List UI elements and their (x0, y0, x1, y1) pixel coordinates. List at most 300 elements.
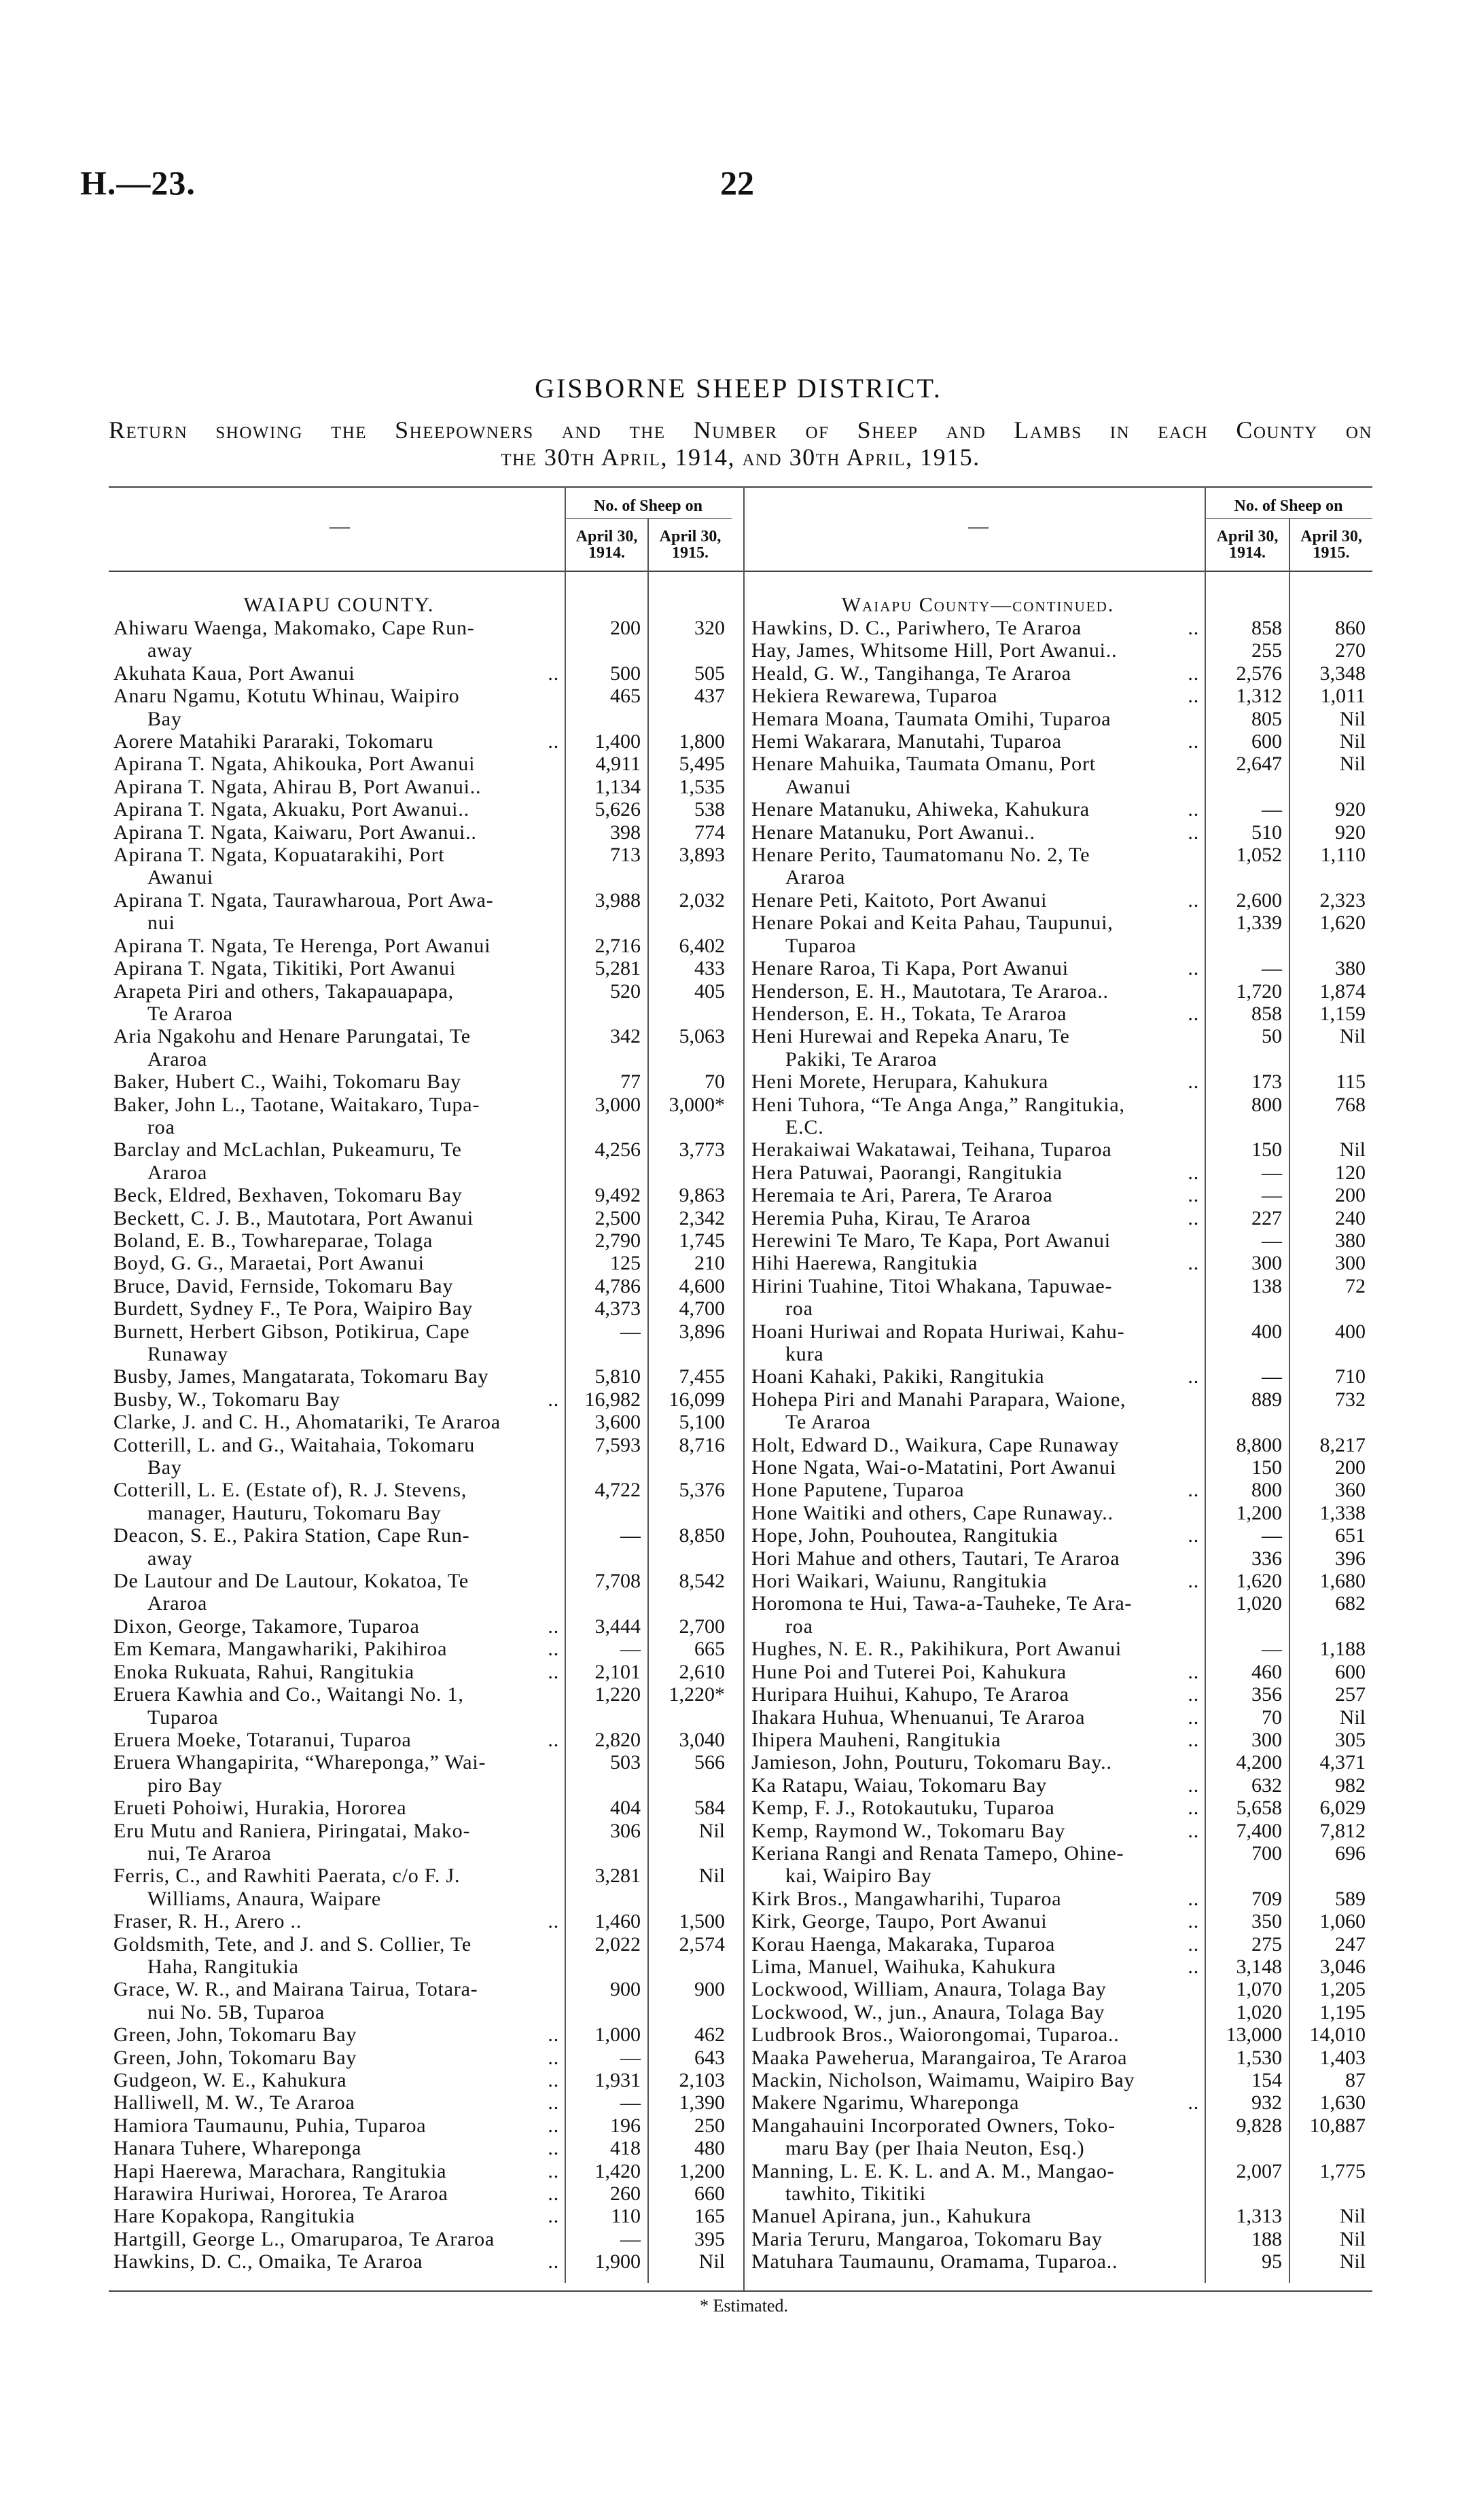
dot-leader: .. (548, 1615, 559, 1638)
table-row (113, 935, 732, 957)
sheep-count-1915: 982 (1335, 1774, 1366, 1797)
sheep-count-1915: 120 (1335, 1161, 1366, 1184)
right-table-column (751, 594, 1372, 2273)
owner-description (113, 1252, 565, 1274)
table-row (751, 1275, 1372, 1320)
sheep-count-1915: 1,630 (1319, 2091, 1366, 2114)
table-row (751, 1320, 1372, 1366)
sheep-count-1915: 3,773 (679, 1138, 725, 1162)
owner-description (751, 2114, 1205, 2160)
table-row (751, 1706, 1372, 1729)
owner-description (751, 1797, 1205, 1819)
sheep-count-1914: 3,988 (594, 888, 641, 912)
sheep-count-1914: 503 (610, 1751, 641, 1774)
table-row (113, 2047, 732, 2069)
sheep-count-1914: — (1262, 1184, 1282, 1207)
owner-name: Hekiera Rewarewa, Tuparoa (751, 685, 998, 708)
owner-name: Ihakara Huhua, Whenuanui, Te Araroa (751, 1706, 1086, 1729)
owner-description (751, 844, 1205, 889)
owner-name: Hone Ngata, Wai-o-Matatini, Port Awanui (751, 1456, 1117, 1479)
sheep-count-1915: Nil (1339, 730, 1366, 753)
sheep-count-1914: 1,620 (1236, 1570, 1282, 1593)
owner-description (113, 1978, 565, 2023)
sheep-count-1915: 10,887 (1309, 2114, 1366, 2137)
right-desc-header: — (968, 515, 989, 537)
table-row (113, 2182, 732, 2205)
owner-description (751, 2023, 1205, 2046)
sheep-count-1914: 1,530 (1236, 2046, 1282, 2069)
sheep-count-1914: 154 (1251, 2069, 1282, 2091)
sheep-count-1914: 5,281 (594, 957, 641, 980)
sheep-count-1914: 70 (1262, 1706, 1282, 1729)
sheep-count-1914: 3,600 (594, 1411, 641, 1434)
owner-name: Hihi Haerewa, Rangitukia (751, 1252, 978, 1275)
table-row (751, 1797, 1372, 1819)
dot-leader: .. (1188, 798, 1199, 821)
table-row (751, 821, 1372, 844)
sheep-count-1914: 8,800 (1236, 1433, 1282, 1456)
owner-name: Manning, L. E. K. L. and A. M., Mangao- tawhito, Tikitiki (751, 2159, 1115, 2206)
sheep-count-1915: 2,323 (1319, 888, 1366, 912)
owner-description (751, 1661, 1205, 1683)
dot-leader: .. (1188, 1932, 1199, 1956)
sheep-count-1915: 320 (694, 617, 725, 639)
owner-name: Bruce, David, Fernside, Tokomaru Bay (113, 1274, 454, 1297)
owner-description (751, 1638, 1205, 1660)
owner-name: Hay, James, Whitsome Hill, Port Awanui.. (751, 639, 1118, 662)
owner-description (113, 1570, 565, 1615)
sheep-count-1915: 651 (1335, 1524, 1366, 1547)
owner-description (751, 2001, 1205, 2023)
sheep-count-1914: 1,200 (1236, 1501, 1282, 1524)
table-row (113, 1615, 732, 1638)
owner-name: Gudgeon, W. E., Kahukura (113, 2069, 347, 2091)
sheep-count-1914: 709 (1251, 1887, 1282, 1910)
owner-description (751, 730, 1205, 753)
sheep-count-1914: 900 (610, 1978, 641, 2001)
sheep-count-1915: 1,205 (1319, 1978, 1366, 2001)
sheep-count-1914: 13,000 (1226, 2023, 1282, 2047)
table-row (751, 1479, 1372, 1501)
table-row (113, 1365, 732, 1388)
table-row (751, 1570, 1372, 1592)
owner-description (751, 821, 1205, 844)
sheep-count-1914: 306 (610, 1819, 641, 1842)
owner-description (113, 2023, 565, 2046)
owner-description (751, 980, 1205, 1003)
table-row (113, 1094, 732, 1139)
owner-description (751, 1456, 1205, 1479)
dot-leader: .. (1188, 1206, 1199, 1229)
table-row (113, 2250, 732, 2273)
dot-leader: .. (548, 1638, 559, 1661)
sheep-count-1914: 4,722 (594, 1479, 641, 1502)
subtitle-line-1: Return showing the Sheepowners and the Number of Sheep and Lambs in each County on (109, 416, 1372, 444)
owner-name: Em Kemara, Mangawhariki, Pakihiroa (113, 1638, 448, 1661)
dot-leader: .. (548, 2137, 559, 2160)
sheep-count-1915: 3,000* (669, 1093, 725, 1116)
table-row (751, 2250, 1372, 2273)
sheep-count-1914: 2,500 (594, 1206, 641, 1229)
sheep-count-1914: 1,339 (1236, 912, 1282, 935)
sheep-count-1914: 700 (1251, 1841, 1282, 1865)
left-col2-header: April 30, 1915. (659, 528, 722, 562)
owner-description (751, 1502, 1205, 1524)
table-row (751, 730, 1372, 753)
owner-name: Barclay and McLachlan, Pukeamuru, Te Araroa (113, 1138, 462, 1184)
sheep-count-1914: 1,134 (594, 775, 641, 798)
dot-leader: .. (548, 730, 559, 753)
table-row (113, 980, 732, 1026)
table-row (751, 1388, 1372, 1434)
sheep-count-1915: Nil (1339, 1706, 1366, 1729)
table-row (751, 912, 1372, 957)
sheep-count-1914: 2,790 (594, 1229, 641, 1252)
sheep-count-1914: 1,052 (1236, 844, 1282, 867)
owner-description (113, 2182, 565, 2205)
owner-description (751, 1388, 1205, 1434)
table-row (751, 1252, 1372, 1274)
sheep-count-1915: 584 (694, 1797, 725, 1820)
sheep-count-1914: 713 (610, 844, 641, 867)
table-row (751, 1978, 1372, 2000)
table-row (113, 1229, 732, 1252)
table-row (113, 1479, 732, 1524)
sheep-count-1915: 1,800 (679, 730, 725, 753)
sheep-count-1914: 196 (610, 2114, 641, 2137)
table-row (751, 2114, 1372, 2160)
sheep-count-1915: 1,775 (1319, 2159, 1366, 2182)
sheep-count-1914: 2,101 (594, 1660, 641, 1683)
dot-leader: .. (1188, 1479, 1199, 1502)
dot-leader: .. (548, 2205, 559, 2228)
owner-description (751, 889, 1205, 912)
sheep-count-1914: 404 (610, 1797, 641, 1820)
owner-name: Burnett, Herbert Gibson, Potikirua, Cape Runaway (113, 1320, 470, 1365)
dot-leader: .. (1188, 1002, 1199, 1025)
table-row (751, 1025, 1372, 1070)
sheep-count-1914: — (620, 2091, 641, 2114)
owner-name: Aorere Matahiki Pararaki, Tokomaru (113, 730, 434, 753)
sheep-count-1915: 247 (1335, 1932, 1366, 1956)
right-group-header: No. of Sheep on (1234, 497, 1343, 515)
owner-name: Apirana T. Ngata, Tikitiki, Port Awanui (113, 957, 456, 980)
table-row (113, 1138, 732, 1184)
owner-description (113, 1933, 565, 1979)
table-row (751, 1933, 1372, 1956)
table-row (113, 1207, 732, 1229)
sheep-count-1915: 2,103 (679, 2069, 725, 2091)
sheep-count-1914: 3,148 (1236, 1955, 1282, 1978)
right-col1-header: April 30, 1914. (1216, 528, 1279, 562)
table-row (113, 1570, 732, 1615)
owner-name: Eruera Moeke, Totaranui, Tuparoa (113, 1728, 412, 1751)
owner-description (751, 1524, 1205, 1547)
sheep-count-1914: 1,020 (1236, 2000, 1282, 2023)
table-row (751, 639, 1372, 662)
owner-name: Huripara Huihui, Kahupo, Te Araroa (751, 1683, 1069, 1706)
table-row (751, 617, 1372, 639)
table-row (113, 1638, 732, 1660)
owner-description (751, 1365, 1205, 1388)
sheep-count-1914: 889 (1251, 1388, 1282, 1411)
dot-leader: .. (1188, 1706, 1199, 1729)
sheep-count-1915: 396 (1335, 1547, 1366, 1570)
owner-name: Apirana T. Ngata, Akuaku, Port Awanui.. (113, 798, 469, 821)
document-reference: H.—23. (80, 164, 196, 202)
table-row (113, 1411, 732, 1433)
owner-name: Eruera Kawhia and Co., Waitangi No. 1, Tuparoa (113, 1683, 464, 1729)
owner-description (113, 685, 565, 730)
dot-leader: .. (1188, 1070, 1199, 1094)
sheep-count-1914: 336 (1251, 1547, 1282, 1570)
left-group-header: No. of Sheep on (593, 497, 703, 515)
left-rows (113, 617, 732, 2273)
owner-description (113, 1094, 565, 1139)
sheep-count-1914: 3,000 (594, 1093, 641, 1116)
table-row (113, 1978, 732, 2023)
dot-leader: .. (548, 662, 559, 685)
sheep-count-1914: 5,810 (594, 1365, 641, 1388)
sheep-count-1914: 858 (1251, 617, 1282, 639)
owner-description (751, 639, 1205, 662)
table-row (113, 889, 732, 935)
footnote: * Estimated. (700, 2296, 788, 2316)
sheep-count-1914: 1,000 (594, 2023, 641, 2047)
sheep-count-1915: 305 (1335, 1728, 1366, 1751)
sheep-count-1914: — (1262, 1229, 1282, 1252)
owner-description (113, 1184, 565, 1206)
owner-description (113, 1820, 565, 1865)
table-row (751, 1592, 1372, 1638)
sheep-count-1914: 932 (1251, 2091, 1282, 2114)
owner-name: Beck, Eldred, Bexhaven, Tokomaru Bay (113, 1184, 463, 1207)
owner-name: Heald, G. W., Tangihanga, Te Araroa (751, 662, 1071, 685)
owner-description (751, 1888, 1205, 1910)
sheep-count-1914: 800 (1251, 1479, 1282, 1502)
table-row (751, 1365, 1372, 1388)
owner-name: Henare Perito, Taumatomanu No. 2, Te Araroa (751, 844, 1090, 889)
table-row (113, 1910, 732, 1932)
owner-description (113, 617, 565, 662)
sheep-count-1915: 4,700 (679, 1297, 725, 1320)
table-row (751, 1910, 1372, 1932)
dot-leader: .. (548, 2159, 559, 2182)
table-row (113, 844, 732, 889)
sheep-count-1914: 227 (1251, 1206, 1282, 1229)
dot-leader: .. (1188, 1910, 1199, 1933)
owner-description (113, 2047, 565, 2069)
sheep-count-1915: 660 (694, 2182, 725, 2206)
sheep-count-1915: 87 (1345, 2069, 1366, 2091)
table-row (113, 2091, 732, 2114)
sheep-count-1915: 2,610 (679, 1660, 725, 1683)
dot-leader: .. (1188, 1524, 1199, 1547)
sheep-count-1915: 200 (1335, 1456, 1366, 1479)
right-rows (751, 617, 1372, 2273)
owner-description (113, 2205, 565, 2227)
dot-leader: .. (1188, 821, 1199, 844)
table-row (113, 2137, 732, 2159)
table-row (751, 753, 1372, 798)
table-row (751, 1070, 1372, 1093)
owner-description (751, 2160, 1205, 2206)
dot-leader: .. (1188, 1252, 1199, 1275)
dot-leader: .. (1188, 1728, 1199, 1751)
table-row (751, 1456, 1372, 1479)
owner-name: Deacon, S. E., Pakira Station, Cape Run- away (113, 1524, 470, 1570)
dot-leader: .. (1188, 1365, 1199, 1388)
owner-description (113, 1683, 565, 1729)
sheep-count-1914: 125 (610, 1252, 641, 1275)
sheep-count-1914: 1,420 (594, 2159, 641, 2182)
sheep-count-1914: 4,911 (595, 753, 641, 776)
owner-description (113, 1434, 565, 1479)
sheep-count-1915: 437 (694, 685, 725, 708)
table-row (751, 708, 1372, 730)
sheep-count-1914: 342 (610, 1025, 641, 1048)
dot-leader: .. (1188, 1955, 1199, 1978)
owner-name: Hartgill, George L., Omaruparoa, Te Araroa (113, 2227, 495, 2250)
owner-name: Henare Matanuku, Ahiweka, Kahukura (751, 798, 1090, 821)
table-row (113, 1661, 732, 1683)
sheep-count-1915: 380 (1335, 1229, 1366, 1252)
dot-leader: .. (1188, 1774, 1199, 1797)
owner-description (113, 957, 565, 979)
sheep-count-1915: 4,600 (679, 1274, 725, 1297)
dot-leader: .. (1188, 1570, 1199, 1593)
sheep-count-1915: 1,338 (1319, 1501, 1366, 1524)
owner-description (113, 1797, 565, 1819)
dot-leader: .. (1188, 1683, 1199, 1706)
owner-description (113, 776, 565, 798)
sheep-count-1915: 1,159 (1319, 1002, 1366, 1025)
sheep-count-1915: Nil (1339, 1138, 1366, 1162)
owner-description (751, 1729, 1205, 1751)
owner-description (113, 1638, 565, 1660)
owner-description (113, 1615, 565, 1638)
owner-description (113, 2228, 565, 2250)
sheep-count-1915: 5,495 (679, 753, 725, 776)
owner-description (113, 1524, 565, 1570)
sheep-count-1914: 418 (610, 2137, 641, 2160)
owner-description (751, 1229, 1205, 1252)
sheep-count-1914: 275 (1251, 1932, 1282, 1956)
owner-name: Baker, Hubert C., Waihi, Tokomaru Bay (113, 1070, 461, 1094)
owner-name: Busby, James, Mangatarata, Tokomaru Bay (113, 1365, 489, 1388)
sheep-count-1914: 3,281 (594, 1865, 641, 1888)
owner-description (113, 1070, 565, 1093)
sheep-count-1915: 5,063 (679, 1025, 725, 1048)
sheep-count-1915: 380 (1335, 957, 1366, 980)
sheep-count-1915: 1,200 (679, 2159, 725, 2182)
dot-leader: .. (548, 2046, 559, 2069)
owner-name: Ludbrook Bros., Waiorongomai, Tuparoa.. (751, 2023, 1120, 2047)
owner-name: Herakaiwai Wakatawai, Teihana, Tuparoa (751, 1138, 1112, 1162)
dot-leader: .. (548, 1728, 559, 1751)
owner-name: Hanara Tuhere, Whareponga (113, 2137, 362, 2160)
table-row (751, 1162, 1372, 1184)
owner-name: Henare Pokai and Keita Pahau, Taupunui, Tuparoa (751, 912, 1114, 957)
table-row (751, 1729, 1372, 1751)
dot-leader: .. (1188, 1184, 1199, 1207)
owner-name: Hohepa Piri and Manahi Parapara, Waione, Te Araroa (751, 1388, 1126, 1434)
table-row (113, 2205, 732, 2227)
sheep-count-1915: Nil (1339, 1025, 1366, 1048)
dot-leader: .. (1188, 888, 1199, 912)
table-row (113, 2228, 732, 2250)
sheep-count-1915: 1,011 (1320, 685, 1366, 708)
table-row (113, 1297, 732, 1320)
left-table-column (113, 594, 732, 2273)
sheep-count-1914: 3,444 (594, 1615, 641, 1638)
owner-name: Boyd, G. G., Maraetai, Port Awanui (113, 1252, 425, 1275)
owner-name: Mangahauini Incorporated Owners, Toko- maru Bay (per Ihaia Neuton, Esq.) (751, 2114, 1116, 2160)
owner-name: Hirini Tuahine, Titoi Whakana, Tapuwae- roa (751, 1274, 1113, 1320)
table-row (751, 798, 1372, 821)
sheep-count-1915: 115 (1336, 1070, 1366, 1094)
sheep-count-1915: 1,403 (1319, 2046, 1366, 2069)
owner-description (113, 798, 565, 821)
owner-name: Akuhata Kaua, Port Awanui (113, 662, 355, 685)
sheep-count-1914: — (1262, 957, 1282, 980)
owner-name: Keriana Rangi and Renata Tamepo, Ohine- kai, Waipiro Bay (751, 1841, 1124, 1888)
table-row (751, 1888, 1372, 1910)
sheep-count-1914: 2,820 (594, 1728, 641, 1751)
sheep-count-1914: 7,708 (594, 1570, 641, 1593)
sheep-count-1915: 16,099 (669, 1388, 725, 1411)
dot-leader: .. (1188, 662, 1199, 685)
table-row (113, 2160, 732, 2182)
sheep-count-1915: 566 (694, 1751, 725, 1774)
sheep-count-1914: 173 (1251, 1070, 1282, 1094)
county-heading-continued: Waiapu County—continued. (841, 594, 1115, 616)
dot-leader: .. (548, 2069, 559, 2091)
owner-name: Kirk, George, Taupo, Port Awanui (751, 1910, 1048, 1933)
owner-name: Jamieson, John, Pouturu, Tokomaru Bay.. (751, 1751, 1112, 1774)
owner-name: Hoani Huriwai and Ropata Huriwai, Kahu- kura (751, 1320, 1125, 1365)
owner-name: Harawira Huriwai, Hororea, Te Araroa (113, 2182, 448, 2206)
sheep-count-1914: — (620, 2046, 641, 2069)
table-row (113, 1751, 732, 1797)
sheep-count-1914: 800 (1251, 1093, 1282, 1116)
sheep-count-1914: — (1262, 1365, 1282, 1388)
sheep-count-1915: Nil (698, 1865, 725, 1888)
owner-name: Hare Kopakopa, Rangitukia (113, 2205, 355, 2228)
sheep-count-1914: 4,373 (594, 1297, 641, 1320)
owner-name: Hawkins, D. C., Omaika, Te Araroa (113, 2250, 423, 2273)
table-row (751, 2205, 1372, 2227)
table-row (751, 685, 1372, 707)
sheep-count-1915: Nil (1339, 2250, 1366, 2273)
sheep-count-1914: 9,828 (1236, 2114, 1282, 2137)
sheep-count-1914: 2,007 (1236, 2159, 1282, 2182)
owner-description (113, 2091, 565, 2114)
owner-name: Heni Morete, Herupara, Kahukura (751, 1070, 1049, 1094)
table-row (751, 1003, 1372, 1025)
subtitle-line-2: the 30th April, 1914, and 30th April, 1915. (501, 444, 980, 471)
table-row (751, 2047, 1372, 2069)
sheep-count-1914: 4,256 (594, 1138, 641, 1162)
sheep-count-1914: 300 (1251, 1728, 1282, 1751)
sheep-count-1914: 1,020 (1236, 1592, 1282, 1615)
owner-name: Aria Ngakohu and Henare Parungatai, Te Araroa (113, 1025, 471, 1070)
table-row (751, 1683, 1372, 1706)
sheep-count-1915: 696 (1335, 1841, 1366, 1865)
owner-name: Hemi Wakarara, Manutahi, Tuparoa (751, 730, 1062, 753)
owner-description (751, 1003, 1205, 1025)
sheep-count-1914: 2,576 (1236, 662, 1282, 685)
